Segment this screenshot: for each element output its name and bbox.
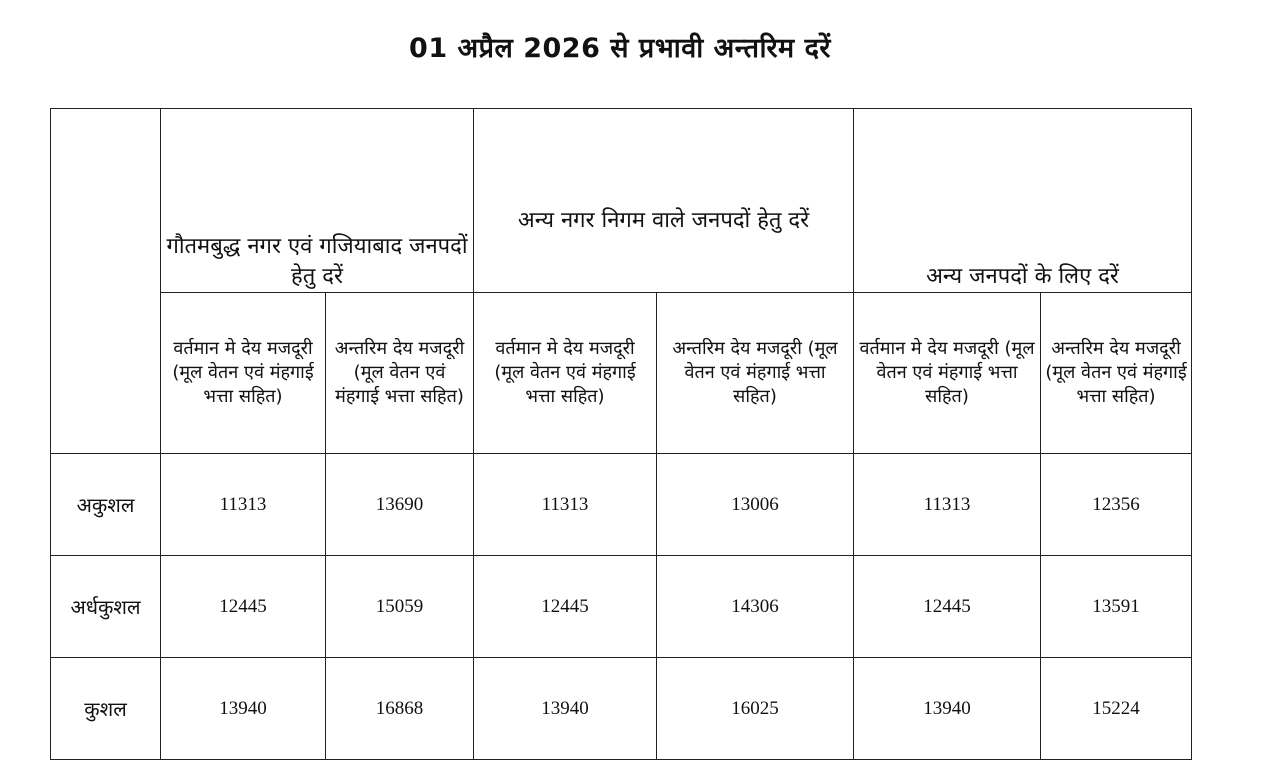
table-cell: 13940 (161, 658, 326, 760)
table-cell: 14306 (657, 556, 854, 658)
table-cell: 15059 (326, 556, 474, 658)
row-label: कुशल (51, 658, 161, 760)
table-cell: 13940 (474, 658, 657, 760)
table-cell: 16025 (657, 658, 854, 760)
table-cell: 12356 (1041, 454, 1192, 556)
group-header-nagar-nigam: अन्य नगर निगम वाले जनपदों हेतु दरें (474, 109, 854, 293)
table-cell: 12445 (854, 556, 1041, 658)
row-label: अकुशल (51, 454, 161, 556)
sub-header-interim-1: अन्तरिम देय मजदूरी (मूल वेतन एवं मंहगाई भत्ता सहित) (326, 293, 474, 454)
sub-header-current-2: वर्तमान मे देय मजदूरी (मूल वेतन एवं मंहगाई भत्ता सहित) (474, 293, 657, 454)
table-row-skilled (51, 658, 1192, 760)
sub-header-current-1: वर्तमान मे देय मजदूरी (मूल वेतन एवं मंहगाई भत्ता सहित) (161, 293, 326, 454)
corner-cell (51, 109, 161, 454)
table-row-unskilled (51, 454, 1192, 556)
table-cell: 13940 (854, 658, 1041, 760)
page-title: 01 अप्रैल 2026 से प्रभावी अन्तरिम दरें (409, 33, 831, 64)
sub-header-interim-3: अन्तरिम देय मजदूरी (मूल वेतन एवं मंहगाई भत्ता सहित) (1041, 293, 1192, 454)
table-cell: 16868 (326, 658, 474, 760)
group-header-row (51, 109, 1192, 293)
wage-rates-table (50, 108, 1192, 760)
table-cell: 15224 (1041, 658, 1192, 760)
sub-header-row (51, 293, 1192, 454)
table-cell: 11313 (474, 454, 657, 556)
table-cell: 12445 (161, 556, 326, 658)
table-cell: 11313 (854, 454, 1041, 556)
row-label: अर्धकुशल (51, 556, 161, 658)
group-header-other-districts: अन्य जनपदों के लिए दरें (854, 109, 1192, 293)
table-cell: 12445 (474, 556, 657, 658)
table-cell: 13006 (657, 454, 854, 556)
table-cell: 13591 (1041, 556, 1192, 658)
table-cell: 13690 (326, 454, 474, 556)
sub-header-current-3: वर्तमान मे देय मजदूरी (मूल वेतन एवं मंहगाई भत्ता सहित) (854, 293, 1041, 454)
group-header-gautam-buddh-nagar: गौतमबुद्ध नगर एवं गजियाबाद जनपदों हेतु दरें (161, 109, 474, 293)
table-row-semi-skilled (51, 556, 1192, 658)
table-cell: 11313 (161, 454, 326, 556)
sub-header-interim-2: अन्तरिम देय मजदूरी (मूल वेतन एवं मंहगाई भत्ता सहित) (657, 293, 854, 454)
